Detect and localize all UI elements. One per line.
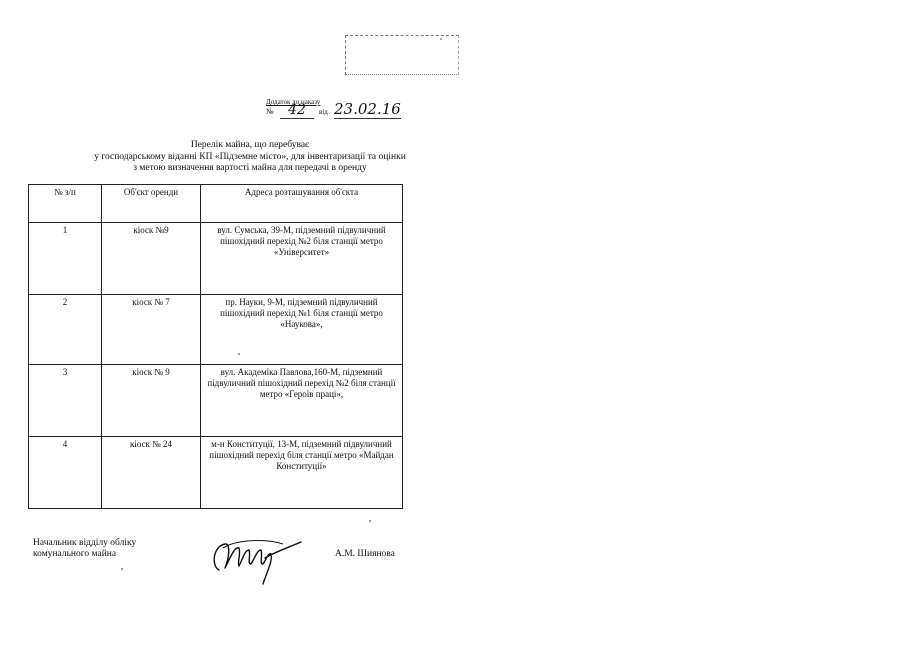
row-address: вул. Сумська, 39-М, підземний підвуличний пішохідний перехід №2 біля станції метро «Університет» xyxy=(201,223,403,295)
row-object: кіоск № 24 xyxy=(102,437,201,509)
registration-stamp-box xyxy=(345,35,459,75)
annex-caption: Додаток до наказу xyxy=(266,98,321,106)
annex-date: 23.02.16 xyxy=(334,100,401,118)
annex-date-label: від xyxy=(319,108,328,116)
header-number: № з/п xyxy=(29,185,102,223)
header-address: Адреса розташування об'єкта xyxy=(201,185,403,223)
table-row xyxy=(29,223,403,295)
annex-number-label: № xyxy=(266,107,274,116)
handwritten-signature xyxy=(205,528,305,588)
row-number: 4 xyxy=(29,437,102,509)
signatory-position-line-2: комунального майна xyxy=(33,549,117,559)
annex-number: 42 xyxy=(280,102,314,119)
scan-speck xyxy=(121,568,123,570)
row-object: кіоск № 7 xyxy=(102,295,201,365)
signatory-position xyxy=(33,538,136,560)
scan-speck xyxy=(440,38,442,40)
heading-line-2: у господарському віданні КП «Підземне місто», для інвентаризації та оцінки xyxy=(94,151,406,162)
scan-speck xyxy=(238,353,240,355)
table-row xyxy=(29,437,403,509)
row-number: 2 xyxy=(29,295,102,365)
annex-reference xyxy=(266,98,416,120)
table-row xyxy=(29,295,403,365)
row-address: пр. Науки, 9-М, підземний підвуличний пішохідний перехід №1 біля станції метро «Наукова», xyxy=(201,295,403,365)
header-object: Об'єкт оренди xyxy=(102,185,201,223)
row-number: 1 xyxy=(29,223,102,295)
heading-line-1: Перелік майна, що перебуває xyxy=(190,140,310,150)
row-object: кіоск №9 xyxy=(102,223,201,295)
document-heading xyxy=(30,140,470,175)
row-address: м-н Конституції, 13-М, підземний підвуличний пішохідний перехід біля станції метро «Майдан Конституції» xyxy=(201,437,403,509)
signatory-name: А.М. Шиянова xyxy=(335,549,395,559)
row-address: вул. Академіка Павлова,160-М, підземний підвуличний пішохідний перехід №2 біля станції метро «Героїв праці», xyxy=(201,365,403,437)
row-number: 3 xyxy=(29,365,102,437)
property-table xyxy=(28,184,403,509)
signatory-position-line-1: Начальник відділу обліку xyxy=(33,538,137,548)
table-row xyxy=(29,365,403,437)
row-object: кіоск № 9 xyxy=(102,365,201,437)
scan-speck xyxy=(369,520,371,522)
heading-line-3: з метою визначення вартості майна для передачі в оренду xyxy=(133,163,367,173)
table-header-row xyxy=(29,185,403,223)
